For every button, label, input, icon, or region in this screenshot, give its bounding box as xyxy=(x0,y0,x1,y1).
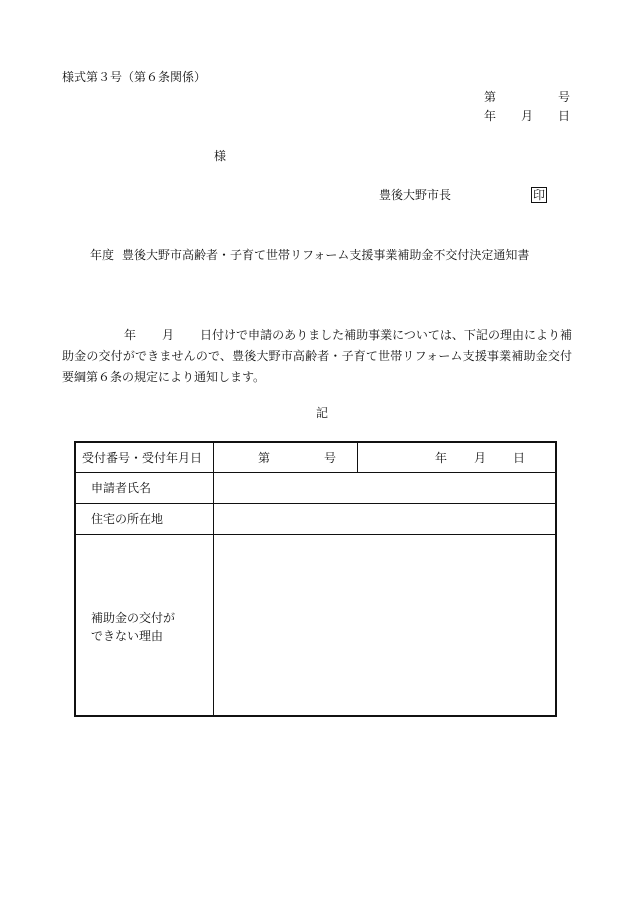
doc-number-dai: 第 xyxy=(484,90,497,104)
label-refusal-reason-line2: できない理由 xyxy=(91,629,164,643)
refusal-reason-value xyxy=(216,536,546,711)
title-text: 豊後大野市高齢者・子育て世帯リフォーム支援事業補助金不交付決定通知書 xyxy=(122,248,530,262)
title-year-label: 年度 xyxy=(90,248,115,262)
seal-mark: 印 xyxy=(533,188,546,202)
body-paragraph xyxy=(62,325,572,388)
label-refusal-reason-line1: 補助金の交付が xyxy=(91,611,176,625)
doc-date-month: 月 xyxy=(521,109,534,123)
doc-number-go: 号 xyxy=(557,90,570,104)
body-month: 月 xyxy=(162,328,175,342)
body-year: 年 xyxy=(124,328,137,342)
doc-date-year: 年 xyxy=(484,109,497,123)
record-heading: 記 xyxy=(316,406,329,420)
doc-date-day: 日 xyxy=(557,109,570,123)
reception-date-year: 年 xyxy=(435,451,448,465)
issuer-name: 豊後大野市長 xyxy=(379,188,452,202)
reception-number-dai: 第 xyxy=(258,451,271,465)
record-table xyxy=(74,441,557,717)
house-location-value xyxy=(216,505,546,533)
body-text: 日付けで申請のありました補助事業については、下記の理由により補助金の交付ができませんので、豊後大野市高齢者・子育て世帯リフォーム支援事業補助金交付要綱第６条の規定により通知します。 xyxy=(62,328,572,384)
label-applicant-name: 申請者氏名 xyxy=(91,481,152,495)
reception-date-day: 日 xyxy=(513,451,526,465)
reception-date-month: 月 xyxy=(474,451,487,465)
label-house-location: 住宅の所在地 xyxy=(91,512,164,526)
applicant-name-value xyxy=(216,474,546,502)
addressee-suffix: 様 xyxy=(214,149,227,163)
form-number: 様式第３号（第６条関係） xyxy=(62,70,207,84)
reception-number-go: 号 xyxy=(324,451,337,465)
document-title xyxy=(90,248,529,262)
label-reception-number-date: 受付番号・受付年月日 xyxy=(82,451,203,465)
